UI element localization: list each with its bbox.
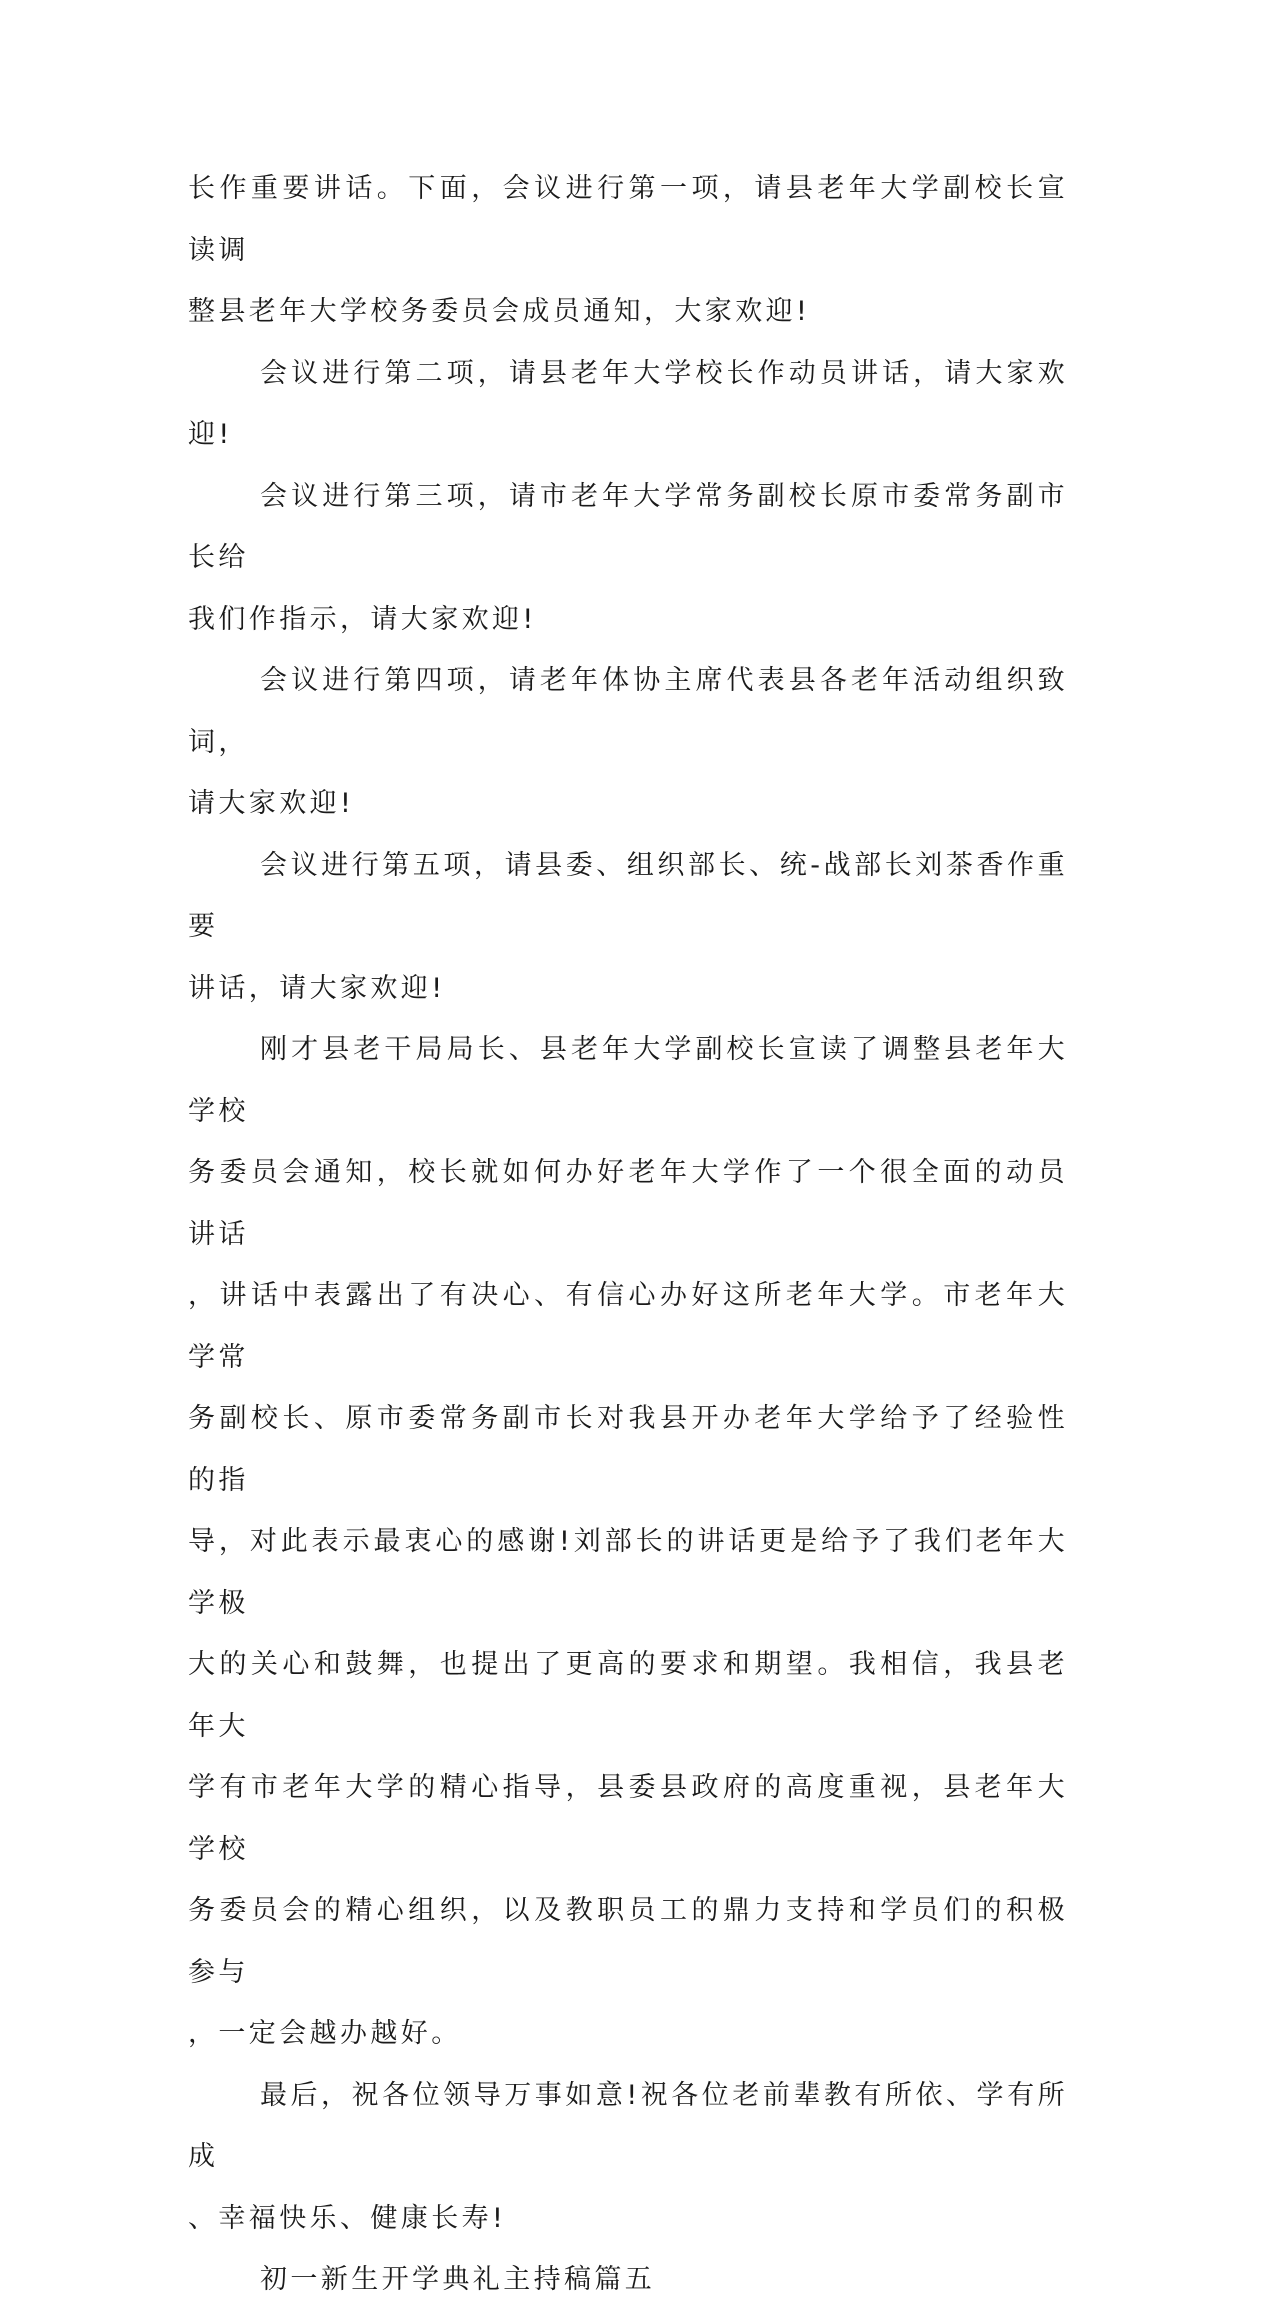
paragraph-item-5: 会议进行第五项，请县委、组织部长、统-战部长刘茶香作重要 讲话，请大家欢迎!	[188, 849, 1068, 1004]
paragraph-closing: 最后，祝各位领导万事如意!祝各位老前辈教有所依、学有所成 、幸福快乐、健康长寿!	[188, 2079, 1068, 2234]
paragraph-continuation: 长作重要讲话。下面，会议进行第一项，请县老年大学副校长宣读调 整县老年大学校务委员会成员通知，大家欢迎!	[188, 173, 1068, 327]
section-heading: 初一新生开学典礼主持稿篇五	[260, 2264, 656, 2295]
paragraph-item-4: 会议进行第四项，请老年体协主席代表县各老年活动组织致词， 请大家欢迎!	[188, 665, 1068, 819]
paragraph-summary: 刚才县老干局局长、县老年大学副校长宣读了调整县老年大学校 务委员会通知，校长就如何办好老年大学作了一个很全面的动员讲话 ，讲话中表露出了有决心、有信心办好这所老年大学。市老年大学常 务副校长、原市委常务副市长对我县开办老年大学给予了经验性的指 导，对此表示最衷心的感谢!刘部长的讲话更是给予了我们老年大学极 大的关心和鼓舞，也提出了更高的要求和期望。我相信，我县老年大 学有市老年大学的精心指导，县委县政府的高度重视，县老年大学校 务委员会的精心组织，以及教职员工的鼎力支持和学员们的积极参与 ，一定会越办越好。	[188, 1034, 1068, 2049]
document-body	[188, 158, 1068, 2311]
paragraph-item-2: 会议进行第二项，请县老年大学校长作动员讲话，请大家欢迎!	[188, 357, 1068, 450]
paragraph-item-3: 会议进行第三项，请市老年大学常务副校长原市委常务副市长给 我们作指示，请大家欢迎!	[188, 480, 1068, 635]
